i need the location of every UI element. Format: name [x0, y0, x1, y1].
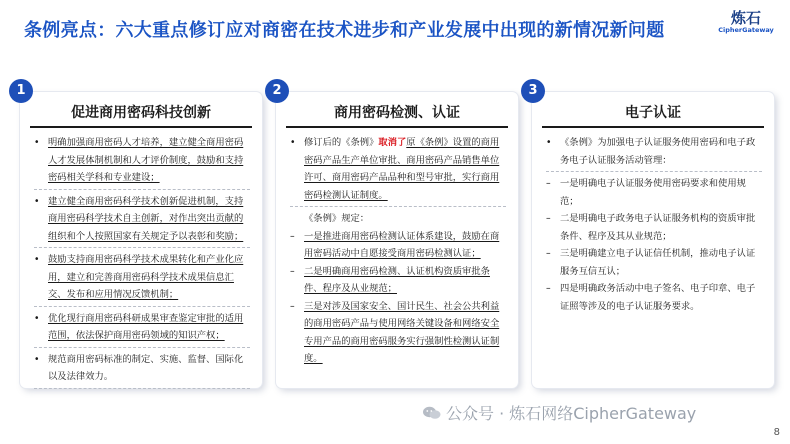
list-item: • 规范商用密码标准的制定、实施、监督、国际化以及法律效力。: [34, 351, 250, 389]
logo-sub-text: CipherGateway: [718, 26, 774, 34]
highlight-text: 取消了: [378, 137, 407, 148]
card-list: [34, 134, 250, 392]
card-electronic-certification: [528, 83, 774, 388]
card-number-badge: 1: [9, 79, 33, 103]
page-number: 8: [773, 427, 780, 438]
list-item: • 优化现行商用密码科研成果审查鉴定审批的适用范围，依法保护商用密码领域的知识产权；: [34, 310, 250, 348]
card-number-badge: 2: [265, 79, 289, 103]
heading-divider: [30, 126, 252, 128]
card-list: [546, 134, 762, 315]
slide-title: 条例亮点：六大重点修订应对商密在技术进步和产业发展中出现的新情况新问题: [24, 20, 665, 41]
list-item: • 《条例》为加强电子认证服务使用密码和电子政务电子认证服务活动管理：: [546, 134, 762, 172]
wechat-watermark: [422, 401, 696, 424]
list-item: – 二是明确商用密码检测、认证机构资质审批条件、程序及从业规范；: [290, 263, 506, 298]
card-number-badge: 3: [521, 79, 545, 103]
list-item: • 明确加强商用密码人才培养，建立健全商用密码人才发展体制机制和人才评价制度，鼓励和支持密码相关学科和专业建设；: [34, 134, 250, 190]
card-list: [290, 134, 506, 368]
list-item: • 修订后的《条例》取消了原《条例》设置的商用密码产品生产单位审批、商用密码产品销售单位许可、商用密码产品品种和型号审批，实行商用密码检测认证制度。: [290, 134, 506, 207]
wechat-icon: [422, 405, 442, 419]
list-item: – 一是推进商用密码检测认证体系建设，鼓励在商用密码活动中自愿接受商用密码检测认证；: [290, 228, 506, 263]
logo-main-text: 炼石: [730, 9, 761, 27]
card-heading: 促进商用密码科技创新: [71, 105, 211, 121]
list-item: – 一是明确电子认证服务使用密码要求和使用规范；: [546, 175, 762, 210]
card-testing-certification: [272, 83, 518, 388]
list-item: – 四是明确政务活动中电子签名、电子印章、电子证照等涉及的电子认证服务要求。: [546, 280, 762, 315]
card-heading: 商用密码检测、认证: [334, 105, 460, 121]
list-item: – 二是明确电子政务电子认证服务机构的资质审批条件、程序及其从业规范；: [546, 210, 762, 245]
card-heading: 电子认证: [625, 105, 681, 121]
heading-divider: [286, 126, 508, 128]
list-item: – 三是明确建立电子认证信任机制，推动电子认证服务互信互认；: [546, 245, 762, 280]
watermark-text: 公众号 · 炼石网络CipherGateway: [446, 404, 697, 423]
brand-logo: [716, 10, 776, 34]
card-tech-innovation: [16, 83, 262, 388]
list-lead: 《条例》规定：: [304, 213, 370, 224]
heading-divider: [542, 126, 764, 128]
list-item: • 鼓励支持商用密码科学技术成果转化和产业化应用，建立和完善商用密码科学技术成果信息汇交、发布和应用情况反馈机制；: [34, 251, 250, 307]
list-item: – 三是对涉及国家安全、国计民生、社会公共利益的商用密码产品与使用网络关键设备和网络安全专用产品的商用密码服务实行强制性检测认证制度。: [290, 298, 506, 368]
list-item: • 建立健全商用密码科学技术创新促进机制，支持商用密码科学技术自主创新，对作出突出贡献的组织和个人按照国家有关规定予以表彰和奖励；: [34, 193, 250, 249]
